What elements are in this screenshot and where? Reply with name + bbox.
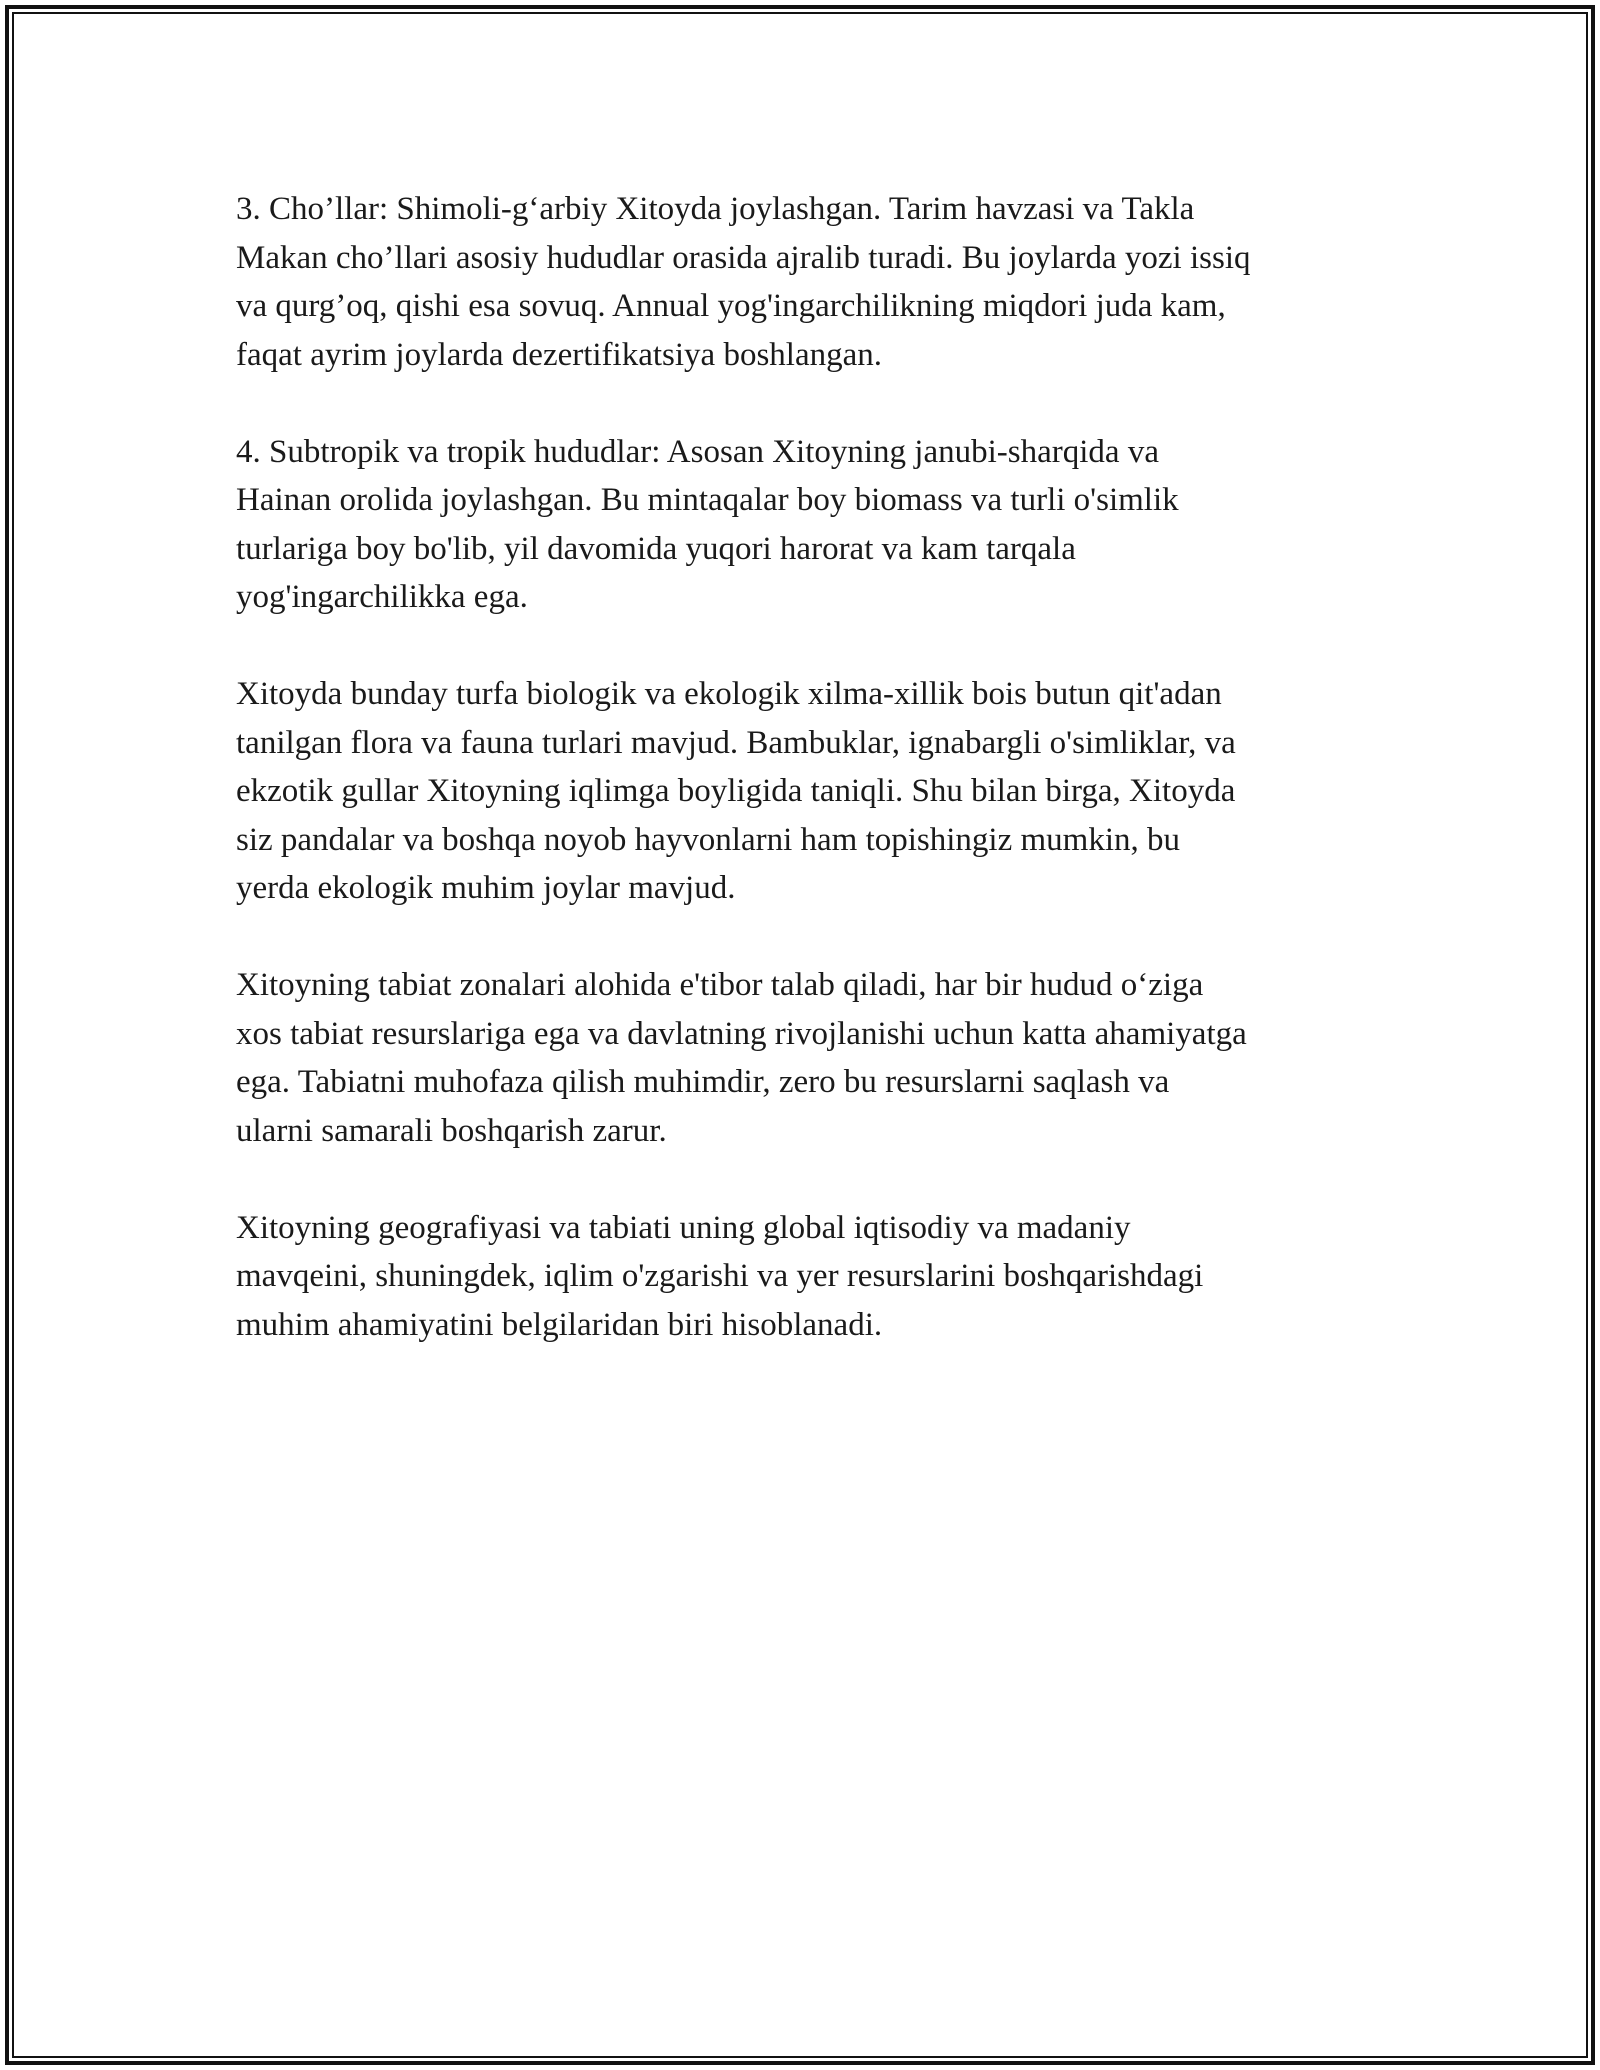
document-body: [236, 185, 1386, 1398]
paragraph-subtropical-tropical: 4. Subtropik va tropik hududlar: Asosan Xitoyning janubi-sharqida va Hainan orolida joylashgan. Bu mintaqalar boy biomass va turli o'simlik turlariga boy bo'lib, yil davomida yuqori harorat va kam tarqala yog'ingarchilikka ega.: [236, 433, 1179, 615]
paragraph-biodiversity: Xitoyda bunday turfa biologik va ekologik xilma-xillik bois butun qit'adan tanilgan flora va fauna turlari mavjud. Bambuklar, ignabargli o'simliklar, va ekzotik gullar Xitoyning iqlimga boyligida taniqli. Shu bilan birga, Xitoyda siz pandalar va boshqa noyob hayvonlarni ham topishingiz mumkin, bu yerda ekologik muhim joylar mavjud.: [236, 676, 1236, 906]
paragraph-nature-zones: Xitoyning tabiat zonalari alohida e'tibor talab qiladi, har bir hudud o‘ziga xos tabiat resurslariga ega va davlatning rivojlanishi uchun katta ahamiyatga ega. Tabiatni muhofaza qilish muhimdir, zero bu resurslarni saqlash va ularni samarali boshqarish zarur.: [236, 967, 1247, 1149]
paragraph-geography-conclusion: Xitoyning geografiyasi va tabiati uning global iqtisodiy va madaniy mavqeini, shuningdek, iqlim o'zgarishi va yer resurslarini boshqarishdagi muhim ahamiyatini belgilaridan biri hisoblanadi.: [236, 1209, 1204, 1343]
paragraph-deserts: 3. Cho’llar: Shimoli-g‘arbiy Xitoyda joylashgan. Tarim havzasi va Takla Makan cho’llari asosiy hududlar orasida ajralib turadi. Bu joylarda yozi issiq va qurg’oq, qishi esa sovuq. Annual yog'ingarchilikning miqdori juda kam, faqat ayrim joylarda dezertifikatsiya boshlangan.: [236, 191, 1251, 373]
